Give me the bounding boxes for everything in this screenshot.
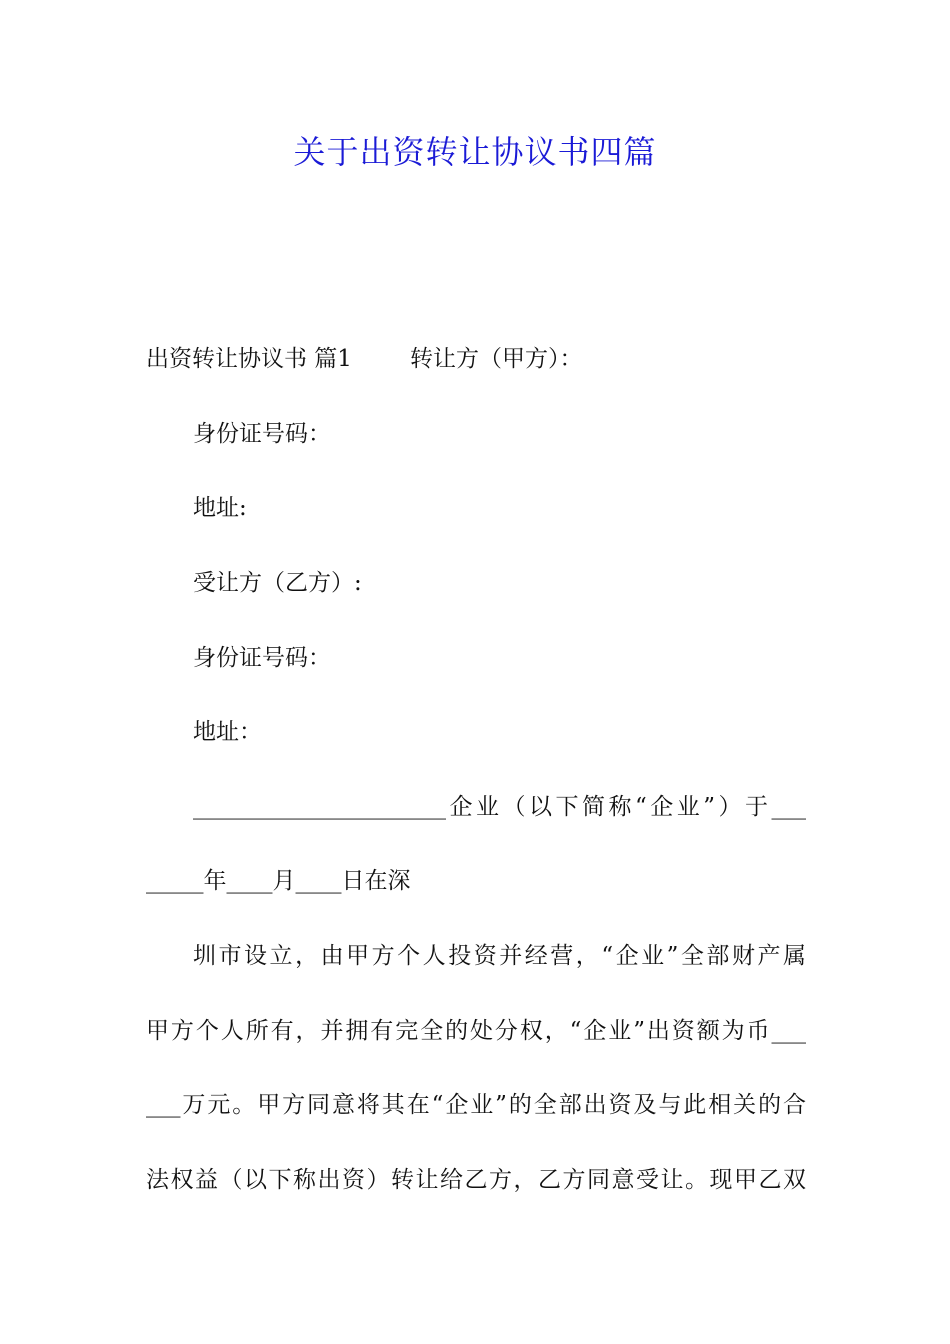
- party-b-address-label: 地址：: [193, 719, 262, 745]
- body-line: 圳市设立，由甲方个人投资并经营，“企业”全部财产属: [193, 943, 806, 969]
- party-b-label: 受让方（乙方）:: [193, 570, 362, 596]
- party-b-id-label: 身份证号码：: [193, 645, 331, 671]
- body-line: ______________________企业（以下简称“企业”）于___: [193, 794, 806, 820]
- document-title: 关于出资转让协议书四篇: [293, 133, 657, 171]
- section-heading-line: [146, 344, 806, 374]
- party-a-label: 转让方（甲方）：: [409, 346, 583, 372]
- body-line: _____年____月____日在深: [146, 868, 411, 894]
- body-line: 法权益（以下称出资）转让给乙方，乙方同意受让。现甲乙双: [146, 1167, 806, 1193]
- party-a-id-label: 身份证号码：: [193, 421, 331, 447]
- body-line: 甲方个人所有，并拥有完全的处分权，“企业”出资额为币___: [146, 1018, 806, 1044]
- section-heading: 出资转让协议书 篇1: [146, 346, 352, 372]
- body-line: ___万元。甲方同意将其在“企业”的全部出资及与此相关的合: [146, 1092, 806, 1118]
- party-a-address-label: 地址:: [193, 495, 247, 521]
